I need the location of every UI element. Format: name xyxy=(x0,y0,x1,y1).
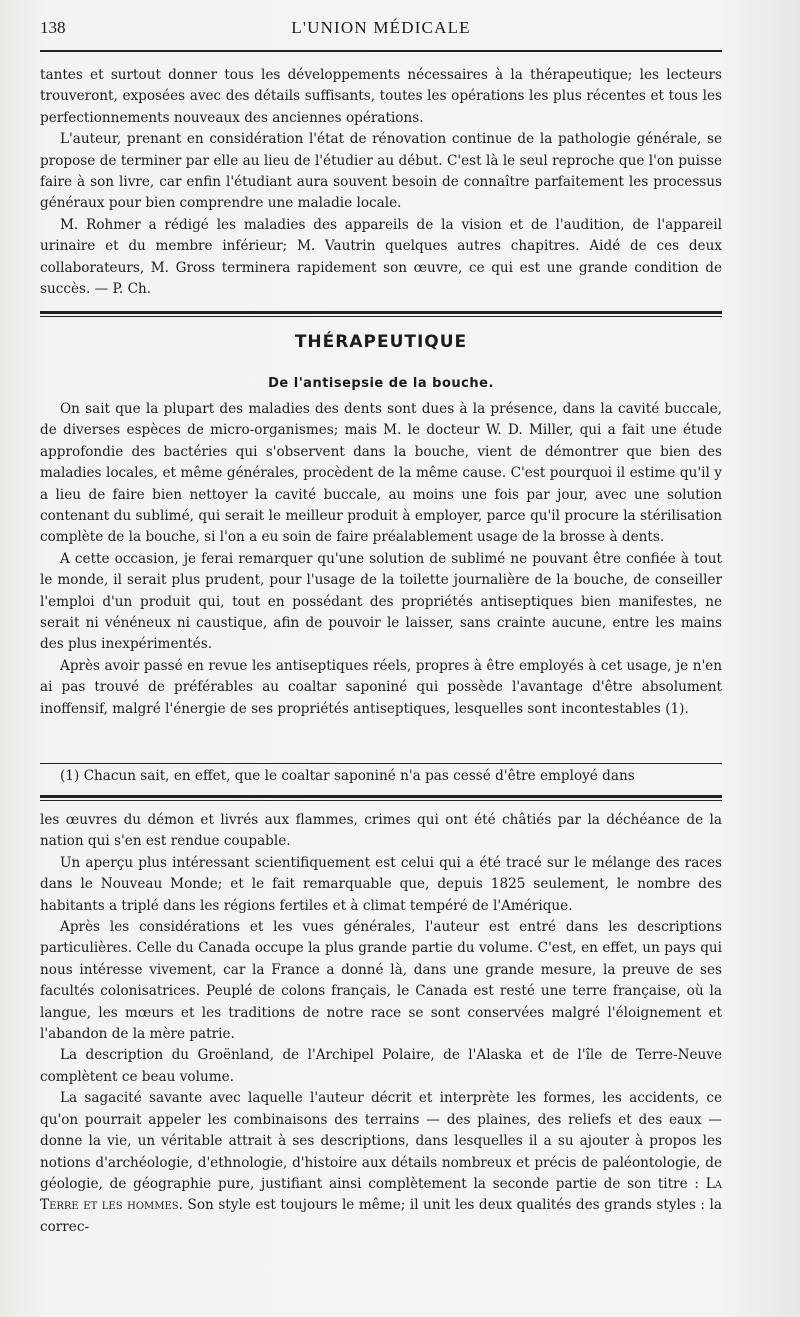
paragraph: A cette occasion, je ferai remarquer qu'une solution de sublimé ne pouvant être confiée à tout le monde, il serait plus prudent, pour l'usage de la toilette journalière de la bouche, de conseiller l'emploi d'un produit qui, tout en possédant des propriétés antiseptiques bien manifestes, ne serait ni vénéneux ni caustique, afin de pouvoir le laisser, sans crainte aucune, entre les mains des plus inexpérimentés. xyxy=(40,550,722,653)
footnote-rule xyxy=(40,763,722,764)
column-break-rule xyxy=(40,795,722,801)
paragraph: les œuvres du démon et livrés aux flammes, crimes qui ont été châtiés par la déchéance de la nation qui s'en est rendue coupable. xyxy=(40,812,722,850)
paragraph: Un aperçu plus intéressant scientifiquement est celui qui a été tracé sur le mélange des races dans le Nouveau Monde; et le fait remarquable que, depuis 1825 seulement, le nombre des habitants a triplé dans les régions fertiles et à climat tempéré de l'Amérique. xyxy=(40,854,722,914)
article-subtitle: De l'antisepsie de la bouche. xyxy=(268,376,494,391)
paragraph: Après les considérations et les vues générales, l'auteur est entré dans les descriptions particulières. Celle du Canada occupe la plus grande partie du volume. C'est, en effet, un pays qui nous intéresse vivement, car la France a donné là, dans une grande mesure, la preuve de ses facultés colonisatrices. Peuplé de colons français, le Canada est resté une terre française, où la langue, les mœurs et les traditions de notre race se sont conservées malgré l'éloignement et l'abandon de la mère patrie. xyxy=(40,919,722,1043)
running-title: L'UNION MÉDICALE xyxy=(291,18,471,37)
section-divider xyxy=(40,311,722,317)
therapeutics-article xyxy=(40,399,722,720)
review-continuation xyxy=(40,65,722,300)
header-rule xyxy=(40,50,722,52)
paragraph: M. Rohmer a rédigé les maladies des appareils de la vision et de l'audition, de l'appareil urinaire et du membre inférieur; M. Vautrin quelques autres chapitres. Aidé de ces deux collaborateurs, M. Gross terminera rapidement son œuvre, ce qui est une grande condition de succès. — P. Ch. xyxy=(40,216,722,298)
book-review-continuation xyxy=(40,810,722,1238)
footnote: (1) Chacun sait, en effet, que le coaltar saponiné n'a pas cessé d'être employé dans xyxy=(60,768,635,784)
page-number: 138 xyxy=(40,18,66,37)
section-title: THÉRAPEUTIQUE xyxy=(294,332,468,352)
paragraph: Après avoir passé en revue les antiseptiques réels, propres à être employés à cet usage, je n'en ai pas trouvé de préférables au coaltar saponiné qui possède l'avantage d'être absolument inoffensif, malgré l'énergie de ses propriétés antiseptiques, lesquelles sont incontestables (1). xyxy=(40,657,722,717)
paragraph: On sait que la plupart des maladies des dents sont dues à la présence, dans la cavité buccale, de diverses espèces de micro-organismes; mais M. le docteur W. D. Miller, qui a fait une étude approfondie des bactéries qui s'observent dans la bouche, vient de démontrer que bien des maladies locales, et même générales, procèdent de la même cause. C'est pourquoi il estime qu'il y a lieu de faire bien nettoyer la cavité buccale, au moins une fois par jour, avec une solution contenant du sublimé, qui serait le meilleur produit à employer, parce qu'il procure la stérilisation complète de la bouche, si l'on a eu soin de faire préalablement usage de la brosse à dents. xyxy=(40,401,722,546)
paragraph xyxy=(40,1088,722,1238)
page-header xyxy=(40,18,722,44)
paragraph-text: La sagacité savante avec laquelle l'auteur décrit et interprète les formes, les accidents, ce qu'on pourrait appeler les combinaisons des terrains — des plaines, des reliefs et des eaux — donne la vie, un véritable attrait à ses descriptions, dans lesquelles il a su ajouter à propos les notions d'archéologie, d'ethnologie, d'histoire aux détails nombreux et précis de paléontologie, de géologie, de géographie pure, justifiant ainsi complètement la seconde partie de son titre : xyxy=(40,1090,722,1192)
book-title-smallcaps: La Terre et les hommes. xyxy=(40,1175,722,1214)
paragraph: L'auteur, prenant en considération l'état de rénovation continue de la pathologie générale, se propose de terminer par elle au lieu de l'étudier au début. C'est là le seul reproche que l'on puisse faire à son livre, car enfin l'étudiant aura souvent besoin de connaître parfaitement les processus généraux pour bien comprendre une maladie locale. xyxy=(40,131,722,212)
paragraph-text: Son style est toujours le même; il unit les deux qualités des grands styles : la correc- xyxy=(40,1197,722,1235)
paragraph: tantes et surtout donner tous les développements nécessaires à la thérapeutique; les lecteurs trouveront, exposées avec des détails suffisants, toutes les opérations les plus récentes et tous les perfectionnements nouveaux des anciennes opérations. xyxy=(40,67,722,126)
paragraph: La description du Groënland, de l'Archipel Polaire, de l'Alaska et de l'île de Terre-Neuve complètent ce beau volume. xyxy=(40,1047,722,1085)
